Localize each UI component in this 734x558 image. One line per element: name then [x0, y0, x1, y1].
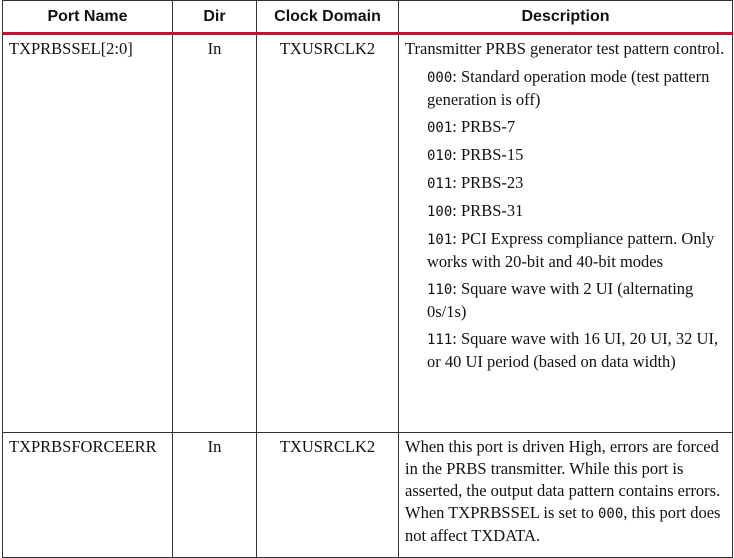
description-intro: Transmitter PRBS generator test pattern control.: [405, 39, 725, 58]
table-row: [3, 34, 733, 433]
option-item: [427, 172, 726, 195]
header-clock-domain: Clock Domain: [257, 1, 399, 34]
option-code: 001: [427, 120, 453, 136]
header-description: Description: [399, 1, 733, 34]
option-item: [427, 328, 726, 373]
option-item: [427, 66, 726, 111]
option-item: [427, 144, 726, 167]
option-text: : PRBS-31: [452, 201, 524, 220]
option-text: : Standard operation mode (test pattern generation is off): [427, 67, 710, 109]
port-name: TXPRBSFORCEERR: [3, 433, 173, 558]
option-text: : PCI Express compliance pattern. Only works with 20-bit and 40-bit modes: [427, 229, 715, 271]
code-value: 000: [597, 506, 624, 522]
table-row: [3, 433, 733, 558]
option-item: [427, 228, 726, 273]
option-text: : PRBS-7: [452, 117, 516, 136]
dir: In: [173, 433, 257, 558]
header-port-name: Port Name: [3, 1, 173, 34]
dir: In: [173, 34, 257, 433]
clock-domain: TXUSRCLK2: [257, 433, 399, 558]
option-code: 100: [427, 204, 453, 220]
description-text: , this port does not affect TXDATA.: [405, 503, 721, 545]
option-list: [405, 66, 726, 373]
description-text: When this port is driven High, errors are forced in the PRBS transmitter. While this port is asserted, the output data pattern contains errors. When TXPRBSSEL is set to: [405, 437, 721, 522]
option-text: : PRBS-23: [452, 173, 524, 192]
port-table: [2, 0, 733, 558]
option-text: : PRBS-15: [452, 145, 524, 164]
description: [399, 34, 733, 433]
option-code: 111: [427, 332, 453, 348]
option-code: 110: [427, 282, 453, 298]
option-code: 011: [427, 176, 453, 192]
description: [399, 433, 733, 558]
option-item: [427, 278, 726, 323]
option-code: 101: [427, 232, 453, 248]
option-code: 010: [427, 148, 453, 164]
header-row: [3, 1, 733, 34]
option-item: [427, 200, 726, 223]
header-dir: Dir: [173, 1, 257, 34]
option-code: 000: [427, 70, 453, 86]
clock-domain: TXUSRCLK2: [257, 34, 399, 433]
option-item: [427, 116, 726, 139]
option-text: : Square wave with 2 UI (alternating 0s/1s): [427, 279, 694, 321]
port-name: TXPRBSSEL[2:0]: [3, 34, 173, 433]
option-text: : Square wave with 16 UI, 20 UI, 32 UI, or 40 UI period (based on data width): [427, 329, 719, 371]
